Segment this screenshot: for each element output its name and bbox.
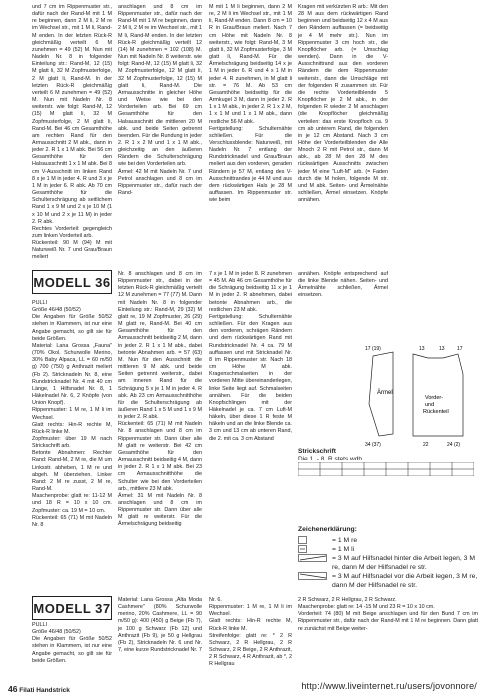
modell-37-right: 2 R Schwarz, 2 R Hellgrau, 2 R Schwarz. Maschenprobe: glatt re: 14 -15 M und 23 R = 10 x 10 cm. Vorderteil: 74 (80) M mit Beige anschlagen und für den Bund 7 cm im Rippenmuster str., dafür nach der Rand-M mit 1 M re beginnen. Dann glatt re zunächst mit Beige weiter- [298,597,478,632]
legend-title: Zeichenerklärung: [298,526,357,533]
magazine-name: Filati Handstrick [19,687,70,694]
legend-item: = 1 M re [298,536,478,545]
body-label-2: und [425,402,435,408]
svg-text:13: 13 [439,346,445,352]
symbol-legend [298,525,478,590]
text-column-top-mid: anschlagen und 8 cm im Rippenmuster str., dafür nach der Rand-M mit 1 M re beginnen, dann 2 M li, 2 M re im Wechsel str., mit 1 M li, Rand-M enden. In der letzten Rück-R gleichmäßig verteilt 12 (14) M zunehmen = 102 (108) M. Nun mit Nadeln Nr. 8 weiterstr. wie folgt: Rand-M, 12 (15) M glatt li, 32 M Zopfmusterfolge, 12 M glatt li, 32 M Zopfmusterfolge, 12 (15) M glatt li, Rand-M. Die Armausschnitte in gleicher Höhe und Weise wie bei den Vorderteilen arb. Bei 69 cm Gesamthöhe für den Halsausschnitt die mittleren 20 M abk. und beide Seiten getrennt beenden. Für die Rundung in jeder 2. R 1 x 2 M und 1 x 1 M abk., gleichzeitig an den äußeren Rändern die Schulterschrägung wie bei den Vorderteilen arb. Ärmel: 42 M mit Nadeln Nr. 7 und Petrol anschlagen und 8 cm im Rippenmuster str., dafür nach der Rand- [118,4,202,197]
purl-stitch-icon [298,545,328,553]
modell-37-left: PULLI Größe 46/48 (50/52) Die Angaben für Größe 50/52 stehen in Klammern, ist nur eine Angabe gemacht, so gilt sie für beide Größen. [32,622,112,664]
cable-back-icon [298,554,328,562]
svg-text:34 (37): 34 (37) [365,442,381,448]
sleeve-label: Ärmel [377,390,393,396]
svg-text:17 (19): 17 (19) [365,346,381,352]
body-label-1: Vorder- [425,395,444,401]
watermark-url: http://www.liveinternet.ru/users/jovonnore/ [301,681,477,691]
section-heading-modell-36: MODELL 36 [32,270,112,294]
chart-caption: Strickschrift Die 1. - 8. R stets wdh [298,448,362,460]
modell-36-mid: Nr. 8 anschlagen und 8 cm im Rippenmuster str., dabei in der letzten Rück-R gleichmäßig verteilt 12 M zunehmen = 77 (77) M. Dann mit Nadeln Nr. 8 in folgender Einteilung str.: Rand-M, 29 (32) M glatt re, 19 M Zopfmuster, 26 (29) M glatt re, Rand-M. Bei 40 cm Gesamthöhe für den Armausschnitt beidseitig 2 M, dann in jeder 2. R 1 x 1 M abk., dabei betonte Abnahmen arb. = 57 (63) M. Nun für den Ausschnitt die mittleren 9 M abk. und beide Seiten getrennt weiterstr., dabei am inneren Rand für die Schrägung 5 x je 1 M in jeder 4. R abk. Ab 23 cm Armausschnitthöhe für die Schulterschrägung ab äußeren Rand 1 x 5 M und 1 x 9 M in jeder 2. R abk. Rückenteil: 65 (71) M mit Nadeln Nr. 8 anschlagen und 8 cm im Rippenmuster str. Dann über alle M glatt re weiterstr. Bei 42 cm Gesamthöhe für den Armausschnitt beidseitig 4 M, dann in jeder 2. R 1 x 1 M abk. Bei 23 cm Armausschnitthöhe die Schulter wie bei den Vorderteilen arb., mittlere 23 M abk. Ärmel: 31 M mit Nadeln Nr. 8 anschlagen und 8 cm im Rippenmuster str. Dann über alle M glatt re weiterstr. Für die Ärmelschrägung beidseitig [118,271,202,528]
legend-item: = 1 M li [298,545,478,554]
knit-stitch-icon [298,536,328,544]
section-heading-modell-37: MODELL 37 [32,596,112,620]
legend-item: = 3 M auf Hilfsnadel hinter die Arbeit legen, 3 M re, dann M der Hilfsnadel re str. [298,554,478,572]
modell-37-mid2: Nr. 6. Rippenmuster: 1 M re, 1 M li im Wechsel. Glatt rechts: Hin-R rechte M, Rück-R linke M. Streifenfolge: glatt re: * 2 R Schwarz, 2 R Hellgrau, 2 R Schwarz, 2 R Beige, 2 R Anthrazit, 2 R Schwarz, 4 R Anthrazit, ab *, 2 R Hellgrau [209,597,292,668]
page-number: 46 [8,684,18,694]
svg-text:24 (2): 24 (2) [447,442,461,448]
legend-item: = 3 M auf Hilfsnadel vor die Arbeit legen, 3 M re, dann M der Hilfsnadel re str. [298,572,478,590]
modell-36-left: PULLI Größe 46/48 (50/52) Die Angaben für Größe 50/52 stehen in Klammern, ist nur eine Angabe gemacht, so gilt sie für beide Größen. Material: Lana Grossa „Fauna" (70% Okol. Schurwolle Merino, 30% Baby Alpaca, LL = 60 m/50 g) 700 (750) g Anthrazit meliert (Fb 2). Stricknadeln Nr. 8, eine Rundstricknadel Nr. 4 mit 40 cm Länge, 1 Hilfsnadel Nr. 8, 1 Häkelnadel Nr. 6, 2 Knöpfe (von Union Knopf). Rippenmuster: 1 M re, 1 M li im Wechsel. Glatt rechts: Hin-R rechte M, Rück-R linke M. Zopfmuster: über 19 M nach Strickschrift arb. Betonte Abnahmen: Rechter Rand: Rand-M, 2 M re, die M um Linksstr. abheben, 1 M re und abgeh. M überziehen. Linker Rand: 2 M re zusst, 2 M re, Rand-M. Maschenprobe: glatt re: 11-12 M und 18 R = 10 x 10 cm. Zopfmuster: ca. 19 M = 10 cm. Rückenteil: 65 (71) M mit Nadeln Nr. 8 [32,300,112,528]
text-column-top-left: und 7 cm im Rippenmuster str., dafür nach der Rand-M mit 1 M re beginnen, dann 2 M li, 2 M re im Wechsel str., mit 1 M li, Rand-M enden. In der letzten Rück-R gleichmäßig verteilt 6 M zunehmen = 49 (52) M. Nun mit Nadeln Nr. 8 in folgender Einteilung str.: Rand-M, 12 (15) M glatt li, 32 M Zopfmusterfolge, 2 M glatt li, Rand-M. In der letzten Rück-R gleichmäßig verteilt 6 M zunehmen = 49 (52) M. Nun mit Nadeln Nr. 8 weiterstr. wie folgt: Rand-M, 12 (15) M glatt li, 32 M Zopfmusterfolge, 2 M glatt li, Rand-M. Bei 46 cm Gesamthöhe am rechten Rand für den Armausschnitt 2 M abk., dann in jeder 2. R 1 x 1 M abk. Bei 56 cm Gesamthöhe für den Halsausschnitt 1 x 1 M abk. Bei 8 cm V-Ausschnitt im linken Rand 8 x je 1 M in jeder 4. R und 3 x je 1 M in jeder 6. R abk. Ab 70 cm Gesamthöhe für die Schulterschrägung ab seitlichem Rand 1 x 9 M und 2 x je 10 M (1 x 10 M und 2 x je 11 M) in jeder 2. R abk. Rechtes Vorderteil: gegengleich zum linken Vorderteil arb. Rückenteil: 90 M (94) M mit Naturweiß Nr. 7 und Grau/Braun meliert [32,4,112,261]
garment-schematic [363,344,475,448]
cable-front-icon [298,572,328,580]
modell-36-right: 7 x je 1 M in jeder 8. R zunehmen = 45 M. Ab 46 cm Gesamthöhe für die Schrägung beidseitig 11 x je 1 M in jeder 2. R abnehmen, dabei betonte Abnahmen arb., die restlichen 23 M abk. Fertigstellung: Schulternähte schließen. Für den Kragen aus den vorderen, schrägen Rändern und dem rückwärtigen Rand mit Rundstricknadel Nr. 4 ca. 79 M auffassen und mit Stricknadel Nr. 8 im Rippenmuster str. Nach 18 cm Höhe M abk. Kragenschmalseiten in der vorderen Mitte übereinanderlegen, linke Seite liegt auf. Schmalseiten annähen. Für die beiden Knopfschlingen mit der Häkelnadel je ca. 7 cm Luft-M häkeln, über diese 1 R feste M häkeln und an die linke Blende ca. 3 cm und 13 cm ab unteren Rand, die 2. mit ca. 3 cm Abstand [209,271,292,442]
modell-37-mid: Material: Lana Grossa „Alta Moda Cashmere" (80% Schurwolle merino, 20% Cashmere, LL = 90 m/50 g): 400 (450) g Beige (Fb 7), je 100 g Schwarz (Fb 12) und Anthrazit (Fb 9), je 50 g Hellgrau (Fb 2), Stricknadeln Nr. 6 und Nr. 7, eine kurze Rundstricknadel Nr. 7 [118,597,202,654]
modell-36-right2: annähen. Knöpfe entsprechend auf die linke Blende nähen. Seiten- und Ärmelnähte schließen, Ärmel einsetzen. [298,271,388,299]
body-label-3: Rückenteil [423,409,449,415]
svg-text:17: 17 [457,346,463,352]
svg-text:22: 22 [423,442,429,448]
page-footer [8,684,70,694]
svg-text:13: 13 [419,346,425,352]
text-column-top-right: Kragen mit verkürzten R arb.: Mit den 28 M aus dem rückwärtigen Rand beginnen und beidseitig 12 x 4 M aus den Rändern auffassen (= beidseitig je 4 M mehr str.). Nun im Rippenmuster 3 cm hoch str., die Knopflöcher arb. (= Umschlag wenden). Dann in die V-Ausschnittrand aus den vorderen Rändern die dem Rippenmuster weiterstr., dann die Umschläge mit der folgenden R zusammen str. Für die rechte Vorderteilblende 5 Knopflöcher je 2 M abk., in der folgenden R wieder 2 M anschlagen (die Knopflöcher gleichmäßig verteilen: das erste Knopfloch ca. 9 cm ab unterem Rand, die folgenden in je 12 cm Abstand. Nach 3 cm Höhe der Vorderteilblenden die Alle Mnoch 2 R mit Petrol str., dann M abk., ab 28 M den 28 M des rückwärtigen Ausschnitts zwischen jeder M eine "Luft-M" arb. (= Faden durch die M holen, folgende M str. und M abk. Seiten- und Ärmelnähte schließen, Ärmel einsetzen. Knöpfe annähen. [298,4,388,204]
knitting-chart [298,462,474,476]
text-column-top-mid2: M mit 1 M li beginnen, dann 2 M re, 2 M li im Wechsel str., mit 1 M li, Rand-M enden. Dann 8 cm = 10 R in Grau/Braun meliert. Nach 7 cm Höhe mit Nadeln Nr. 8 weiterstr., wie folgt: Rand-M, 3 M glatt li, 32 M Zopfmusterfolge, 3 M glatt li, Rand-M. Für die Ärmelschrägung beidseitig 14 x je 1 M in jeder 6. R und 4 x 1 M in jeder 4. R zunehmen, in M glatt li str. = 76 M. Ab 53 cm Gesamthöhe beidseitig für die Armkugel 3 M, dann in jeder 2. R 1 x 1 M abk., in jeder 2. R 1 x 2 M, 1 x 1 M und 1 x 1 M abk., dann restliche 56 M abk. Fertigstellung: Schulternähte schließen. Für die Verschlussblende: Naturweiß, mit Nadeln Nr. 7 entlang der Rundstricknadel und Grau/Braun meliert aus den vorderen, geraden Rändern je 57 M, entlang des V-Ausschnittrandes je 44 M und aus dem rückwärtigen Hals je 28 M auffassen. Im Rippenmuster str. wie beim [209,4,292,204]
